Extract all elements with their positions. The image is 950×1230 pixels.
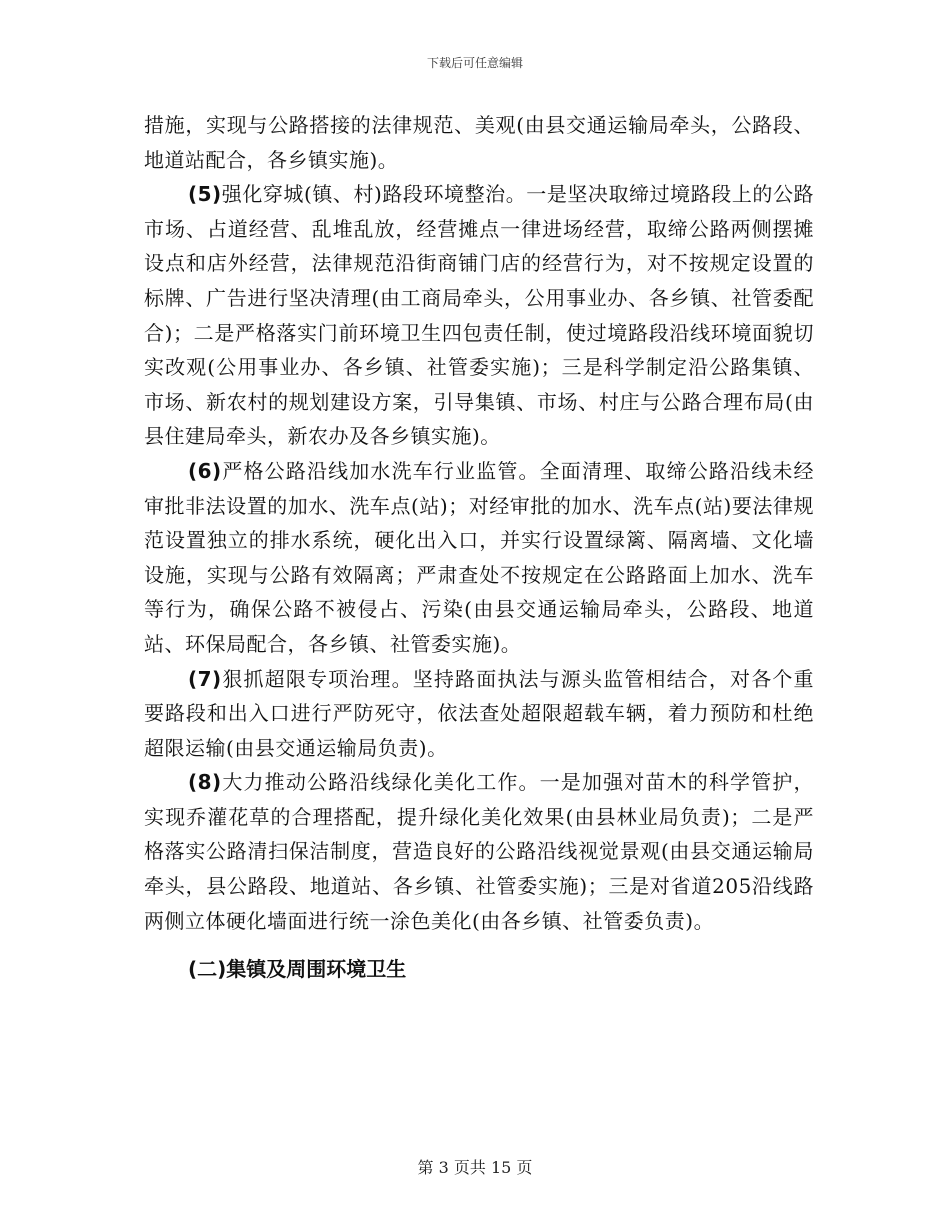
paragraph-text: 严格公路沿线加水洗车行业监管。全面清理、取缔公路沿线未经审批非法设置的加水、洗车点(站)；对经审批的加水、洗车点(站)要法律规范设置独立的排水系统，硬化出入口，并实行设置绿篱、隔离墙、文化墙设施，实现与公路有效隔离；严肃查处不按规定在公路路面上加水、洗车等行为，确保公路不被侵占、污染(由县交通运输局牵头，公路段、地道站、环保局配合，各乡镇、社管委实施)。 <box>144 458 814 656</box>
paragraph-text: 狠抓超限专项治理。坚持路面执法与源头监管相结合，对各个重要路段和出入口进行严防死守，依法查处超限超载车辆，着力预防和杜绝超限运输(由县交通运输局负责)。 <box>144 666 814 760</box>
section-heading: (二)集镇及周围环境卫生 <box>188 957 407 982</box>
paragraph-text: 强化穿城(镇、村)路段环境整治。一是坚决取缔过境路段上的公路市场、占道经营、乱堆乱放，经营摊点一律进场经营，取缔公路两侧摆摊设点和店外经营，法律规范沿街商铺门店的经营行为，对不按规定设置的标牌、广告进行坚决清理(由工商局牵头，公用事业办、各乡镇、社管委配合)；二是严格落实门前环境卫生四包责任制，使过境路段沿线环境面貌切实改观(公用事业办、各乡镇、社管委实施)；三是科学制定沿公路集镇、市场、新农村的规划建设方案，引导集镇、市场、村庄与公路合理布局(由县住建局牵头，新农办及各乡镇实施)。 <box>144 182 814 449</box>
paragraph-text: 措施，实现与公路搭接的法律规范、美观(由县交通运输局牵头，公路段、地道站配合，各乡镇实施)。 <box>144 113 814 172</box>
page-footer: 第 3 页共 15 页 <box>417 1158 533 1177</box>
item-number: (8) <box>188 770 222 795</box>
item-number: (7) <box>188 666 222 691</box>
document-body <box>144 108 814 987</box>
paragraph-item-8 <box>144 765 814 938</box>
paragraph-item-5 <box>144 177 814 454</box>
paragraph-item-6 <box>144 454 814 662</box>
item-number: (5) <box>188 182 222 207</box>
item-number: (6) <box>188 458 222 483</box>
page-header: 下载后可任意编辑 <box>426 56 523 70</box>
paragraph-continuation <box>144 108 814 177</box>
paragraph-item-7 <box>144 662 814 766</box>
paragraph-text: 大力推动公路沿线绿化美化工作。一是加强对苗木的科学管护，实现乔灌花草的合理搭配，提升绿化美化效果(由县林业局负责)；二是严格落实公路清扫保洁制度，营造良好的公路沿线视觉景观(由县交通运输局牵头，县公路段、地道站、各乡镇、社管委实施)；三是对省道205沿线路两侧立体硬化墙面进行统一涂色美化(由各乡镇、社管委负责)。 <box>144 770 814 933</box>
